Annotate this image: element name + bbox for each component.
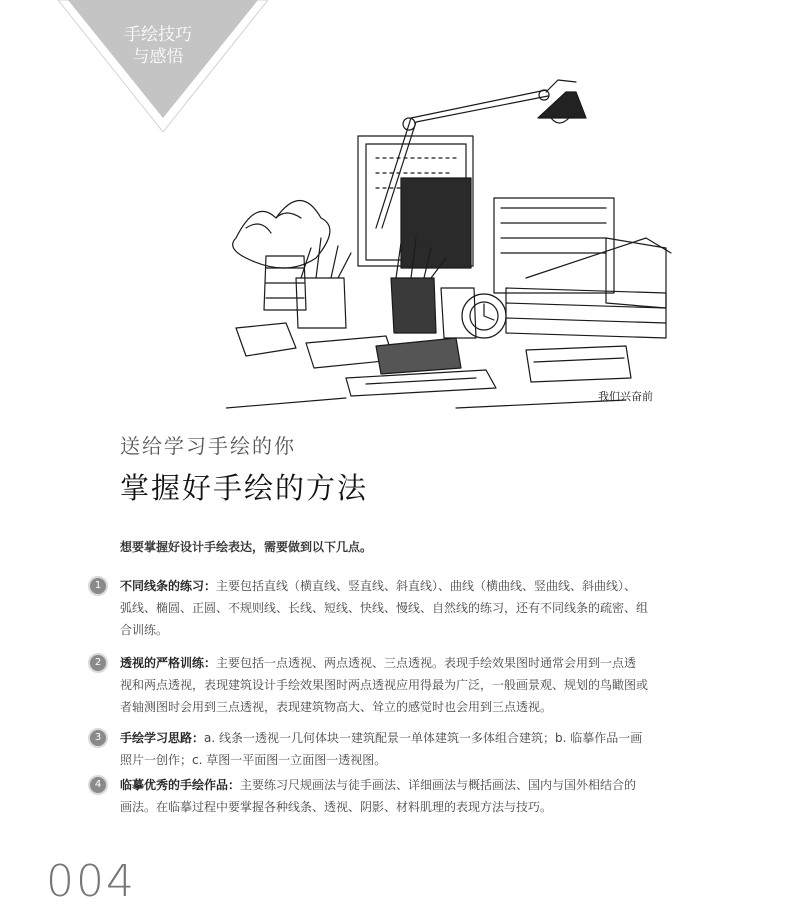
list-item-body: a. 线条一透视一几何体块一建筑配景一单体建筑一多体组合建筑；b. 临摹作品一画照片一创作；c. 草图一平面图一立面图一透视图。 — [120, 731, 643, 767]
desk-sketch-illustration — [226, 78, 696, 416]
page-subtitle: 送给学习手绘的你 — [120, 434, 296, 458]
page-number: 004 — [46, 856, 136, 907]
section-label-line2: 与感悟 — [132, 47, 184, 67]
list-item-heading: 临摹优秀的手绘作品： — [120, 778, 241, 792]
page-title: 掌握好手绘的方法 — [120, 471, 369, 505]
number-badge: 3 — [88, 728, 108, 748]
intro-text: 想要掌握好设计手绘表达，需要做到以下几点。 — [120, 540, 373, 554]
list-item-heading: 不同线条的练习： — [120, 579, 217, 593]
list-item-heading: 透视的严格训练： — [120, 656, 217, 670]
sketch-signature: 我们兴奋前 — [598, 390, 653, 403]
list-item — [88, 575, 648, 641]
section-label — [108, 24, 208, 68]
number-badge: 4 — [88, 775, 108, 795]
list-item — [88, 774, 648, 818]
list-item-text — [120, 727, 648, 771]
list-item-text — [120, 652, 648, 718]
number-badge: 1 — [88, 576, 108, 596]
potted-plant-drawing — [233, 201, 330, 311]
list-item-body: 主要包括直线（横直线、竖直线、斜直线）、曲线（横曲线、竖曲线、斜曲线）、弧线、椭圆、正圆、不规则线、长线、短线、快线、慢线、自然线的练习，还有不同线条的疏密、组合训练。 — [120, 579, 649, 637]
list-item-body: 主要练习尺规画法与徒手画法、详细画法与概括画法、国内与国外相结合的画法。在临摹过程中要掌握各种线条、透视、阴影、材料肌理的表现方法与技巧。 — [120, 778, 637, 814]
list-item — [88, 727, 648, 771]
list-item-text — [120, 774, 648, 818]
number-badge: 2 — [88, 653, 108, 673]
foreground-items-drawing — [226, 323, 631, 408]
list-item-body: 主要包括一点透视、两点透视、三点透视。表现手绘效果图时通常会用到一点透视和两点透视，表现建筑设计手绘效果图时两点透视应用得最为广泛，一般画景观、规划的鸟瞰图或者轴测图时会用到三点透视，表现建筑物高大、耸立的感觉时也会用到三点透视。 — [120, 656, 649, 714]
list-item — [88, 652, 648, 718]
round-clock-drawing — [462, 294, 506, 338]
list-item-heading: 手绘学习思路： — [120, 731, 205, 745]
list-item-text — [120, 575, 648, 641]
section-label-line1: 手绘技巧 — [124, 25, 192, 45]
